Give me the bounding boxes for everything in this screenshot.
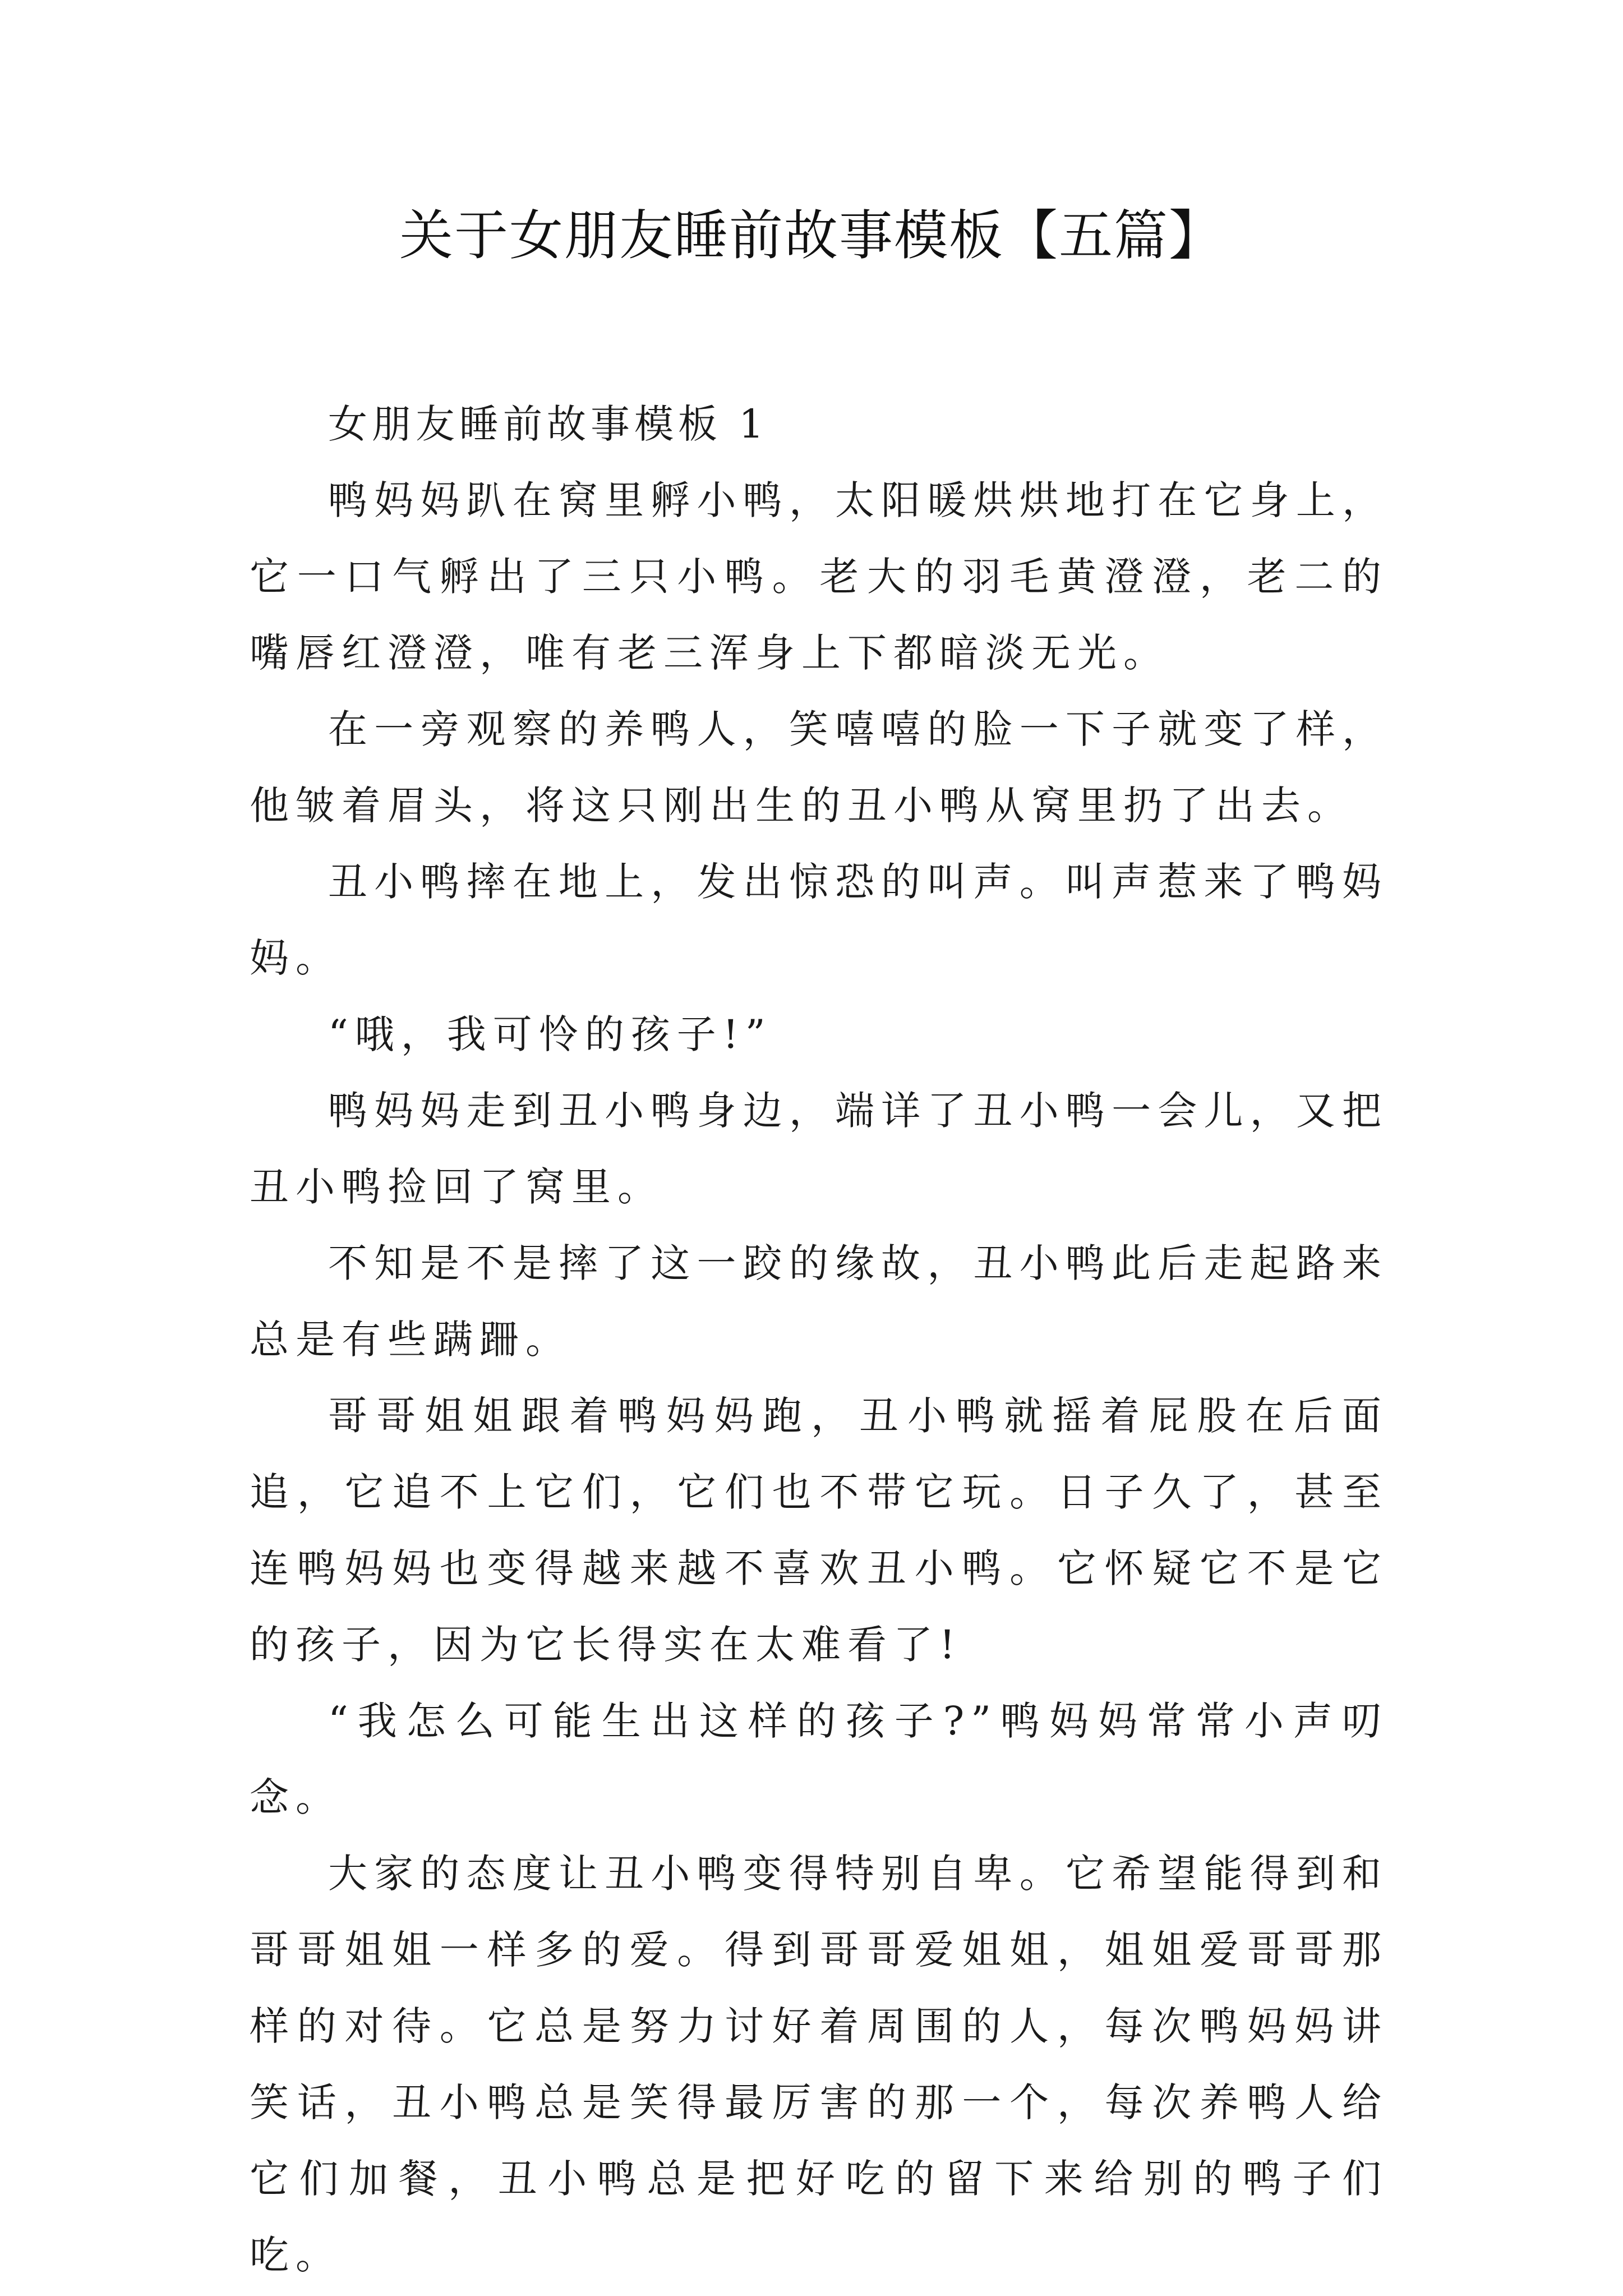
paragraph: 鸭妈妈走到丑小鸭身边，端详了丑小鸭一会儿，又把丑小鸭捡回了窝里。 [250, 1088, 1388, 1210]
paragraph: 哥哥姐姐跟着鸭妈妈跑，丑小鸭就摇着屁股在后面追，它追不上它们，它们也不带它玩。日子久了，甚至连鸭妈妈也变得越来越不喜欢丑小鸭。它怀疑它不是它的孩子，因为它长得实在太难看了! [250, 1393, 1388, 1668]
paragraph: 丑小鸭摔在地上，发出惊恐的叫声。叫声惹来了鸭妈妈。 [250, 859, 1388, 981]
paragraph: 不知是不是摔了这一跤的缘故，丑小鸭此后走起路来总是有些蹒跚。 [250, 1240, 1388, 1363]
paragraph: 在一旁观察的养鸭人，笑嘻嘻的脸一下子就变了样，他皱着眉头，将这只刚出生的丑小鸭从窝里扔了出去。 [250, 706, 1388, 829]
paragraph: 鸭妈妈趴在窝里孵小鸭，太阳暖烘烘地打在它身上，它一口气孵出了三只小鸭。老大的羽毛黄澄澄，老二的嘴唇红澄澄，唯有老三浑身上下都暗淡无光。 [250, 477, 1388, 676]
document-body [250, 386, 1388, 2293]
paragraph: “哦，我可怜的孩子!” [328, 1011, 772, 1057]
paragraph: 大家的态度让丑小鸭变得特别自卑。它希望能得到和哥哥姐姐一样多的爱。得到哥哥爱姐姐，姐姐爱哥哥那样的对待。它总是努力讨好着周围的人，每次鸭妈妈讲笑话，丑小鸭总是笑得最厉害的那一个，每次养鸭人给它们加餐，丑小鸭总是把好吃的留下来给别的鸭子们吃。 [250, 1851, 1388, 2278]
section-heading: 女朋友睡前故事模板 1 [328, 401, 768, 447]
paragraph: “我怎么可能生出这样的孩子?”鸭妈妈常常小声叨念。 [250, 1698, 1388, 1820]
document-title: 关于女朋友睡前故事模板【五篇】 [399, 204, 1224, 267]
